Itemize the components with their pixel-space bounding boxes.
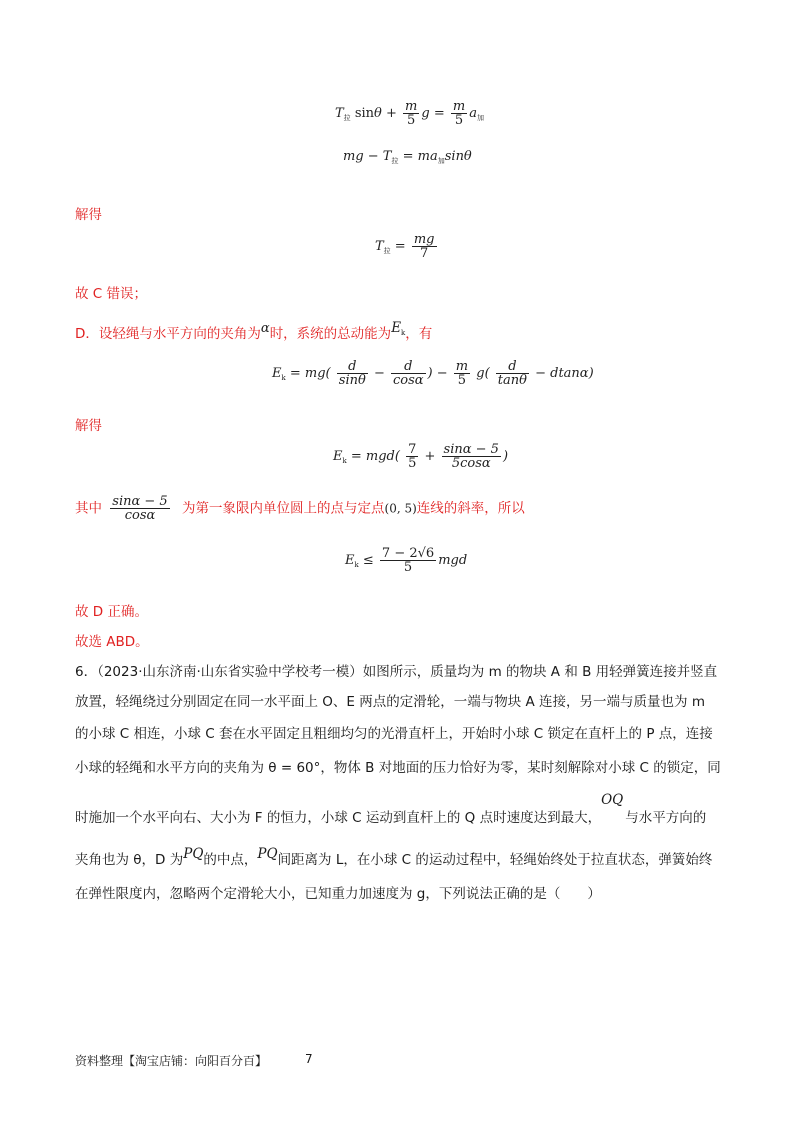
- equation-1: $T_拉$ sinθ + $\frac{m}{5}$ g = $\frac{m}{5}$ $a_加$: [335, 99, 484, 128]
- slope-line: 其中 $\frac{\sin\alpha - 5}{\cos\alpha}$ 为第一象限内单位圆上的点与定点(0, 5)连线的斜率，所以: [75, 494, 525, 523]
- conclusion-d: 故 D 正确。: [75, 604, 148, 620]
- equation-5: $E_k = mgd$( $\frac{7}{5}$ + $\frac{\sin\alpha - 5}{5\cos\alpha}$ ): [333, 442, 509, 471]
- q6-line-4: 小球的轻绳和水平方向的夹角为 θ = 60°，物体 B 对地面的压力恰好为零，某时刻解除对小球 C 的锁定，同: [75, 760, 721, 776]
- solve-label-1: 解得: [75, 207, 102, 223]
- equation-4: $E_k = mg$( $\frac{d}{\sin\theta}$ − $\frac{d}{\cos\alpha}$ ) − $\frac{m}{5}$ g( $\frac{d}{\tan\theta}$ − dtanα): [272, 359, 594, 388]
- q6-line-5: 时施加一个水平向右、大小为 F 的恒力，小球 C 运动到直杆上的 Q 点时速度达到最大，OQ与水平方向的: [75, 792, 707, 826]
- q6-line-1: 6．（2023·山东济南·山东省实验中学校考一模）如图所示，质量均为 m 的物块 A 和 B 用轻弹簧连接并竖直: [75, 664, 718, 680]
- answer-line: 故选 ABD。: [75, 634, 149, 650]
- footer-text: 资料整理【淘宝店铺：向阳百分百】: [75, 1054, 268, 1068]
- q6-line-2: 放置，轻绳绕过分别固定在同一水平面上 O、E 两点的定滑轮，一端与物块 A 连接，另一端与质量也为 m: [75, 694, 705, 710]
- equation-3: $T_拉$ = $\frac{mg}{7}$: [375, 232, 435, 261]
- solve-label-2: 解得: [75, 418, 102, 434]
- q6-line-7: 在弹性限度内，忽略两个定滑轮大小，已知重力加速度为 g，下列说法正确的是（ ）: [75, 886, 601, 902]
- q6-line-3: 的小球 C 相连，小球 C 套在水平固定且粗细均匀的光滑直杆上，开始时小球 C 锁定在直杆上的 P 点，连接: [75, 726, 713, 742]
- equation-2: mg − $T_拉 = ma_加\sin\theta$: [343, 149, 472, 165]
- item-d-line: D．设轻绳与水平方向的夹角为α时，系统的总动能为$E_k$，有: [75, 320, 433, 342]
- conclusion-c: 故 C 错误；: [75, 286, 148, 302]
- page-number: 7: [305, 1052, 313, 1066]
- q6-line-6: 夹角也为 θ，D 为PQ的中点，PQ间距离为 L，在小球 C 的运动过程中，轻绳始终处于拉直状态，弹簧始终: [75, 846, 713, 868]
- equation-6: $E_k$ ≤ $\frac{7 - 2√6}{5}$ mgd: [345, 546, 468, 575]
